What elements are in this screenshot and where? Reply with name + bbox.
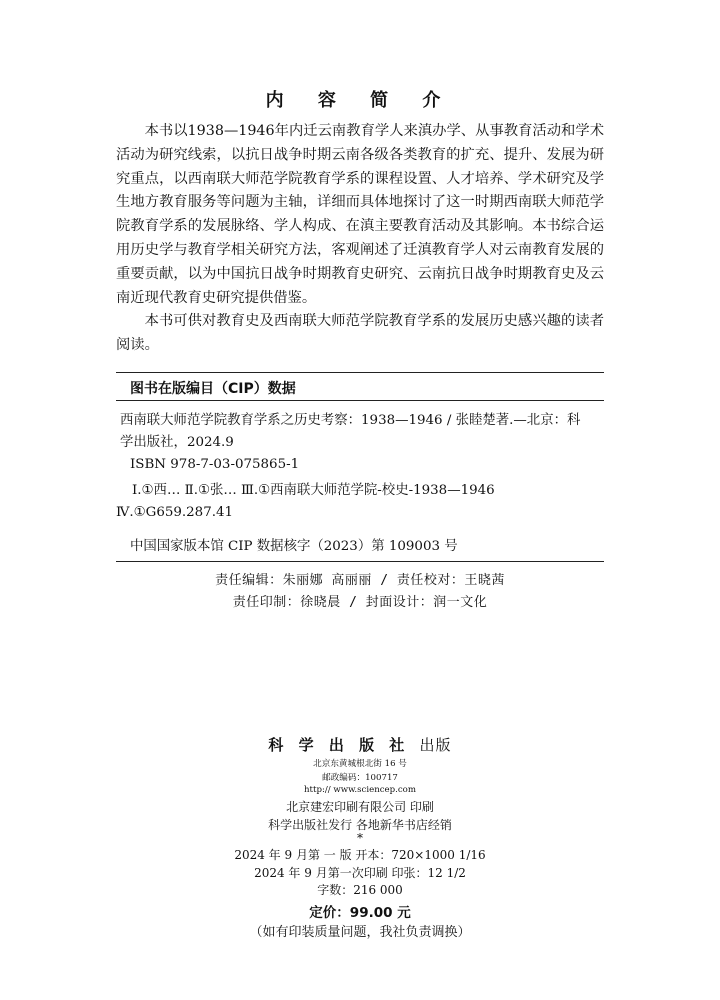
cip-heading-rule	[116, 400, 604, 401]
summary-paragraph: 本书以1938—1946年内迁云南教育学人来滇办学、从事教育活动和学术活动为研究线索，以抗日战争时期云南各级各类教育的扩充、提升、发展为研究重点，以西南联大师范学院教育学系的课程设置、人才培养、学术研究及学生地方教育服务等问题为主轴，详细而具体地探讨了这一时期西南联大师范学院教育学系的发展脉络、学人构成、在滇主要教育活动及其影响。本书综合运用历史学与教育学相关研究方法，客观阐述了迁滇教育学人对云南教育发展的重要贡献，以为中国抗日战争时期教育史研究、云南抗日战争时期教育史及云南近现代教育史研究提供借鉴。	[116, 123, 604, 306]
printer: 北京建宏印刷有限公司 印刷	[286, 800, 434, 814]
publisher-name	[0, 734, 720, 755]
cip-verification: 中国国家版本馆 CIP 数据核字（2023）第 109003 号	[130, 539, 458, 554]
publisher-name-suffix: 出版	[419, 736, 452, 754]
cip-entry-line: 学出版社，2024.9	[120, 435, 234, 450]
publisher-address: 北京东黄城根北街 16 号	[313, 759, 407, 769]
price: 定价：99.00 元	[309, 905, 411, 921]
cip-top-rule	[116, 372, 604, 373]
summary-paragraph: 本书可供对教育史及西南联大师范学院教育学系的发展历史感兴趣的读者阅读。	[116, 313, 604, 354]
cip-classification: Ⅳ.①G659.287.41	[116, 505, 234, 520]
word-count: 字数：216 000	[317, 883, 403, 897]
distribution: 科学出版社发行 各地新华书店经销	[268, 818, 452, 832]
production-credits: 责任印制：徐晓晨 / 封面设计：润一文化	[232, 595, 488, 610]
cip-classification: Ⅰ.①西… Ⅱ.①张… Ⅲ.①西南联大师范学院-校史-1938—1946	[132, 483, 495, 498]
printing-info: 2024 年 9 月第一次印刷 印张：12 1/2	[254, 866, 466, 880]
summary-title: 内 容 简 介	[265, 90, 455, 111]
editor-credits: 责任编辑：朱丽娜 高丽丽 / 责任校对：王晓茜	[215, 573, 505, 588]
cip-bottom-rule	[116, 561, 604, 562]
quality-notice: （如有印装质量问题，我社负责调换）	[249, 925, 471, 940]
cip-heading: 图书在版编目（CIP）数据	[130, 381, 296, 397]
edition-info: 2024 年 9 月第 一 版 开本：720×1000 1/16	[234, 848, 486, 862]
separator-mark: *	[357, 831, 363, 845]
summary-body	[116, 120, 604, 358]
cip-entry-line: 西南联大师范学院教育学系之历史考察：1938—1946 / 张睦楚著.—北京：科	[120, 413, 581, 428]
publisher-website: http:// www.sciencep.com	[304, 785, 416, 795]
publisher-name-logo: 科 学 出 版 社	[268, 736, 410, 754]
cip-isbn: ISBN 978-7-03-075865-1	[130, 457, 300, 472]
publisher-postcode: 邮政编码：100717	[322, 773, 398, 783]
